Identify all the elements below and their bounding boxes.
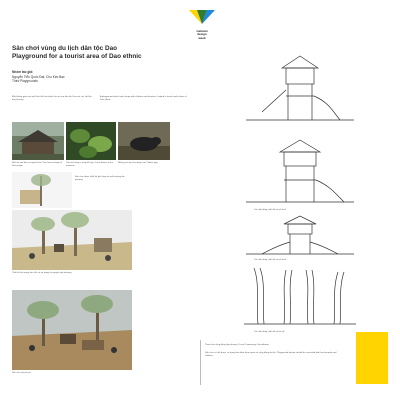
logo-text: vietnam design week (196, 29, 208, 40)
photo-dao-house (12, 122, 64, 160)
footer-title: Tham vấn cộng đồng địa phương / Local Community Consultation (205, 344, 269, 346)
title-english: Playground for a tourist area of Dao ethnic (12, 53, 142, 60)
photo-native-pigs (118, 122, 170, 160)
middle-text: Sân chơi được thiết kế phù hợp với môi trường địa phương (75, 176, 125, 181)
authors-label: Nhóm tác giả: (12, 70, 34, 74)
caption-photo2: Cây hoa trồng ở vùng đất này / Local flowers in the mountain (66, 162, 113, 167)
caption-columns: Các mặt đứng, mặt cắt và chi tiết (254, 331, 285, 333)
divider-line (200, 340, 201, 385)
caption-tower1: Các mặt đứng, mặt cắt và mô hình (254, 209, 287, 211)
authors-block (12, 75, 65, 83)
caption-tower2: Các mặt đứng, mặt cắt và mô hình (254, 259, 287, 261)
render-playground-overview (12, 290, 132, 370)
intro-text-vi: Một không gian mới mô hình đồ chơi dành cho trẻ em dân tộc Dao với các vật liệu địa phương. (12, 96, 92, 101)
render-playground (12, 210, 132, 270)
author-company: Third Playgrounds (12, 78, 38, 83)
photo-local-plants (66, 122, 116, 160)
tower-drawing-3 (240, 214, 360, 259)
bottom-left-text: Thiết kế tôn trọng bản sắc và sử dụng tài nguyên địa phương (12, 272, 72, 274)
caption-photo3: Những con lợn nhỏ đang chơi / Native pigs (118, 162, 158, 164)
title-vietnamese: Sân chơi vùng du lịch dân tộc Dao (12, 45, 118, 52)
tower-drawing-1 (240, 50, 360, 125)
intro-text-en: A playground which took shape with children and travelers, helped in locals and culture of Dao ethnic. (100, 96, 187, 101)
caption-photo1: Nhà với mái đất của người Dao / Dao house design of Dao people (12, 162, 62, 167)
columns-drawing (240, 264, 360, 330)
render-caption: Sân chơi cho trẻ em (12, 372, 31, 374)
tower-drawing-2 (240, 132, 360, 207)
footer-body: Sân chơi có thể được sử dụng làm điểm tham quan và cộng đồng du lịch. Playground design should be consulted with local people and children. (205, 352, 337, 357)
accent-bar (356, 332, 388, 384)
render-trees (12, 172, 72, 208)
author-names: Nguyễn Tiểu Quốc Đạt, Chu Kim Bạc (12, 74, 65, 79)
